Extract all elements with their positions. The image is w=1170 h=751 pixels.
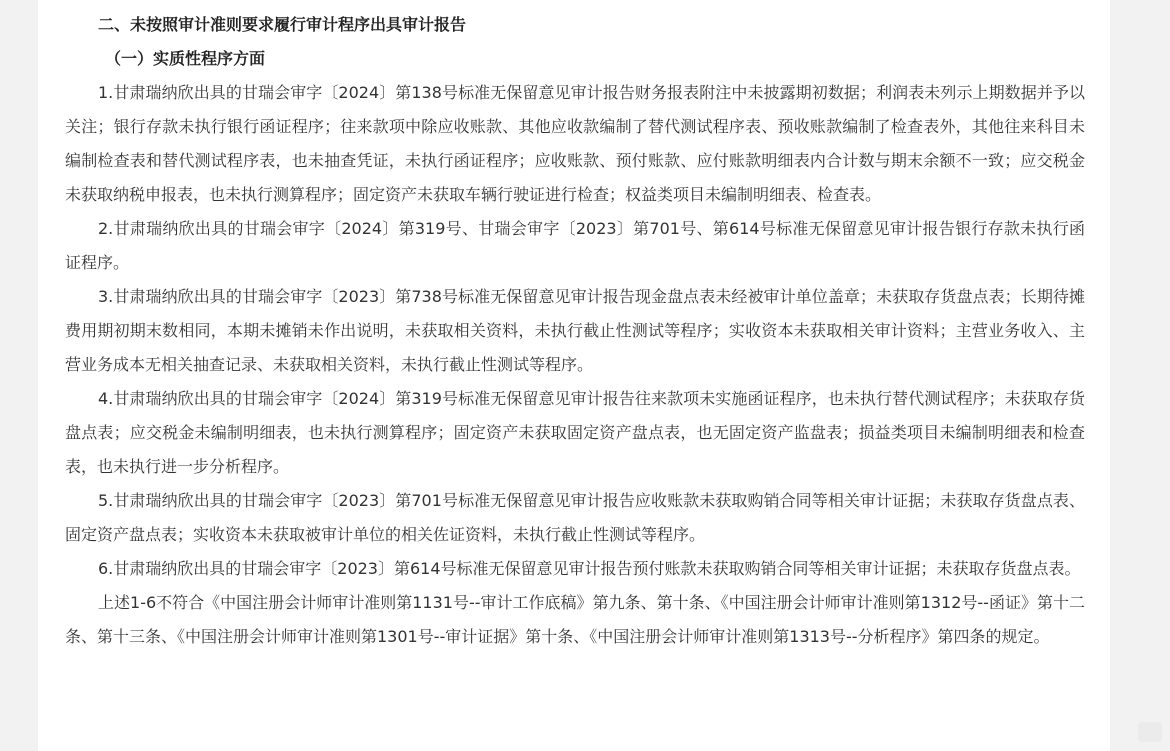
section-subtitle: （一）实质性程序方面 [105,49,266,68]
document-page [38,0,1110,751]
paragraph-item-6: 6.甘肃瑞纳欣出具的甘瑞会审字〔2023〕第614号标准无保留意见审计报告预付账款未获取购销合同等相关审计证据；未获取存货盘点表。 [98,559,1081,578]
paragraph-item-4: 4.甘肃瑞纳欣出具的甘瑞会审字〔2024〕第319号标准无保留意见审计报告往来款项未实施函证程序，也未执行替代测试程序；未获取存货盘点表；应交税金未编制明细表，也未执行测算程序；固定资产未获取固定资产盘点表，也无固定资产监盘表；损益类项目未编制明细表和检查表，也未执行进一步分析程序。 [65,389,1085,476]
paragraph-item-1: 1.甘肃瑞纳欣出具的甘瑞会审字〔2024〕第138号标准无保留意见审计报告财务报表附注中未披露期初数据；利润表未列示上期数据并予以关注；银行存款未执行银行函证程序；往来款项中除应收账款、其他应收款编制了替代测试程序表、预收账款编制了检查表外，其他往来科目未编制检查表和替代测试程序表，也未抽查凭证，未执行函证程序；应收账款、预付账款、应付账款明细表内合计数与期末余额不一致；应交税金未获取纳税申报表，也未执行测算程序；固定资产未获取车辆行驶证进行检查；权益类项目未编制明细表、检查表。 [65,83,1085,204]
paragraph-summary: 上述1-6不符合《中国注册会计师审计准则第1131号--审计工作底稿》第九条、第十条、《中国注册会计师审计准则第1312号--函证》第十二条、第十三条、《中国注册会计师审计准则第1301号--审计证据》第十条、《中国注册会计师审计准则第1313号--分析程序》第四条的规定。 [65,593,1085,646]
document-content [65,8,1085,654]
paragraph-item-2: 2.甘肃瑞纳欣出具的甘瑞会审字〔2024〕第319号、甘瑞会审字〔2023〕第701号、第614号标准无保留意见审计报告银行存款未执行函证程序。 [65,219,1085,272]
paragraph-item-5: 5.甘肃瑞纳欣出具的甘瑞会审字〔2023〕第701号标准无保留意见审计报告应收账款未获取购销合同等相关审计证据；未获取存货盘点表、固定资产盘点表；实收资本未获取被审计单位的相关佐证资料，未执行截止性测试等程序。 [65,491,1085,544]
paragraph-item-3: 3.甘肃瑞纳欣出具的甘瑞会审字〔2023〕第738号标准无保留意见审计报告现金盘点表未经被审计单位盖章；未获取存货盘点表；长期待摊费用期初期末数相同，本期未摊销未作出说明，未获取相关资料，未执行截止性测试等程序；实收资本未获取相关审计资料；主营业务收入、主营业务成本无相关抽查记录、未获取相关资料，未执行截止性测试等程序。 [65,287,1085,374]
section-title: 二、未按照审计准则要求履行审计程序出具审计报告 [98,15,467,34]
corner-overlay [1138,722,1162,742]
